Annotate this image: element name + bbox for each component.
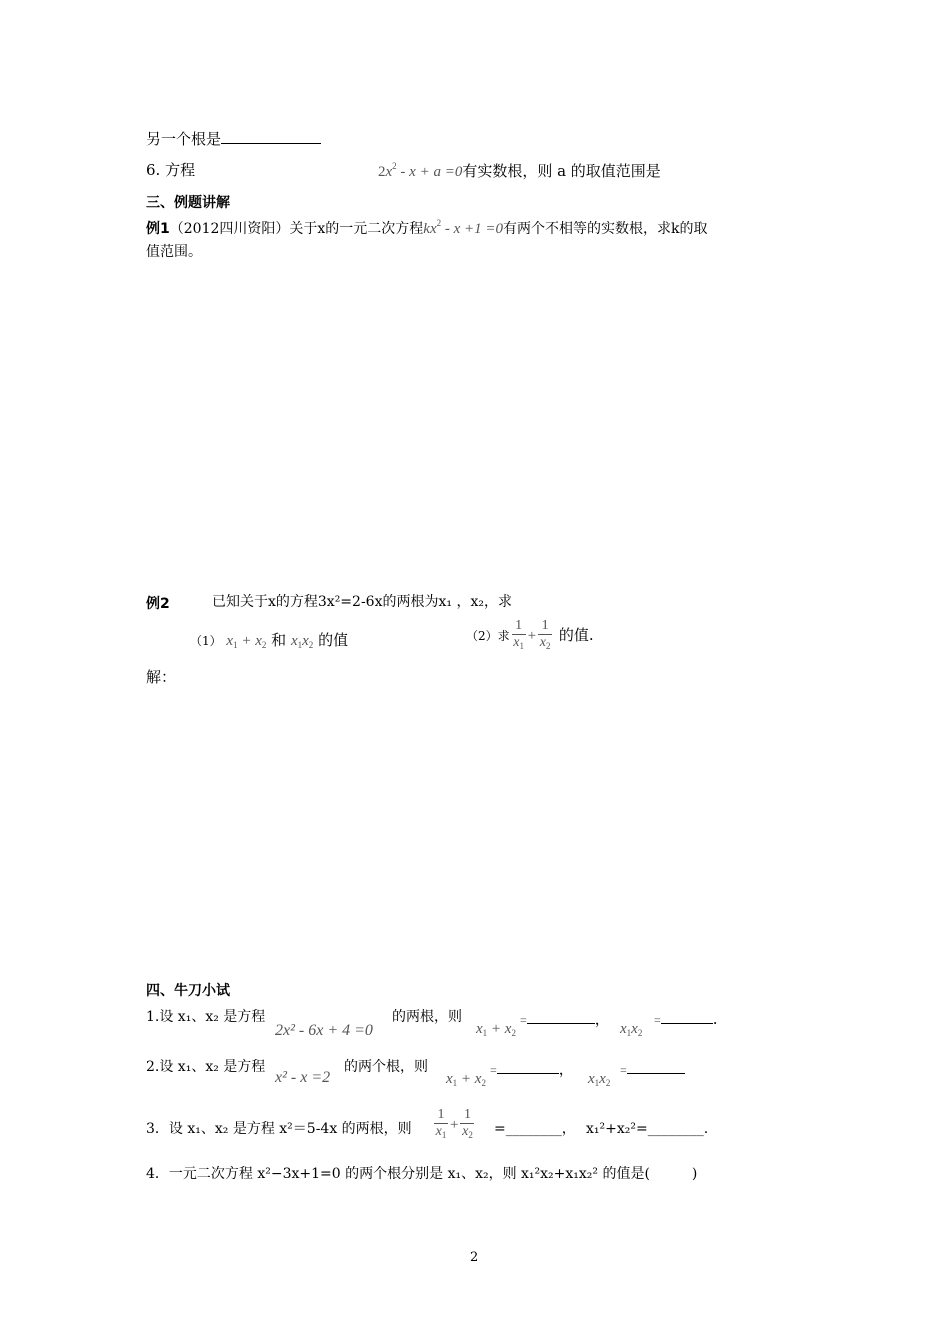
fraction-1-over-x1: $\frac{1}{x_1}$ [513,618,524,651]
q3-prefix: 3．设 x₁、x₂ 是方程 x²＝5-4x 的两根，则 [146,1121,412,1137]
q3-mid: =________， [494,1121,576,1137]
q2-product-answer: = [620,1059,685,1078]
q3-fractions: $\frac{1}{x_1}$ + $\frac{1}{x_2}$ [435,1107,473,1140]
example2-text: 已知关于x的方程3x²=2-6x的两根为x₁ ，x₂，求 [212,594,512,610]
fraction-1-over-x2: $\frac{1}{x_2}$ [539,618,551,651]
example1-label: 例1 [146,221,170,237]
section4-title: 四、牛刀小试 [146,983,230,999]
example2-part1: （1） $x_1 + x_2$ 和 $x_1x_2$ 的值 [190,631,349,650]
q6-equation: $2x^2 - x + a =0$有实数根，则 a 的取值范围是 [378,161,661,180]
q2-sum-answer: = ， [490,1060,574,1078]
example2-part2: （2）求 $\frac{1}{x_1}$ + $\frac{1}{x_2}$ 的值. [466,618,594,654]
q2-mid: 的两个根，则 [344,1059,428,1075]
q3-tail: x₁²+x₂²=________. [586,1121,709,1137]
q2-sum-blank[interactable] [497,1059,559,1074]
q2-product-blank[interactable] [627,1059,685,1074]
other-root-label: 另一个根是 [146,130,222,148]
example2-label: 例2 [146,596,170,612]
solution-label: 解： [146,668,177,686]
q2-prefix: 2.设 x₁、x₂ 是方程 [146,1059,266,1075]
answer-blank[interactable] [221,129,321,144]
q1-product-answer: = . [654,1010,718,1028]
q1-equation: 2x² - 6x + 4 =0 [275,1022,373,1039]
q1-prefix: 1.设 x₁、x₂ 是方程 [146,1009,266,1025]
q4-text: 4．一元二次方程 x²−3x+1=0 的两个根分别是 x₁、x₂，则 x₁²x₂+x₁x₂² 的值是( ) [146,1166,698,1182]
q1-product-blank[interactable] [661,1009,713,1024]
q6-prefix: 6. 方程 [146,161,196,179]
other-root-line [146,129,321,148]
example1-line2: 值范围。 [146,244,202,260]
q6-suffix: 有实数根，则 a 的取值范围是 [462,162,661,180]
q1-sum-blank[interactable] [527,1009,595,1024]
q2-equation: x² - x =2 [275,1069,331,1086]
q2-product: $x_1x_2$ [588,1071,611,1088]
q1-product: $x_1x_2$ [620,1021,643,1038]
q2-sum: $x_1 + x_2$ [446,1071,486,1088]
example1-line1: 例1（2012四川资阳）关于x的一元二次方程$kx^2 - x +1 =0$有两个不相等的实数根，求k的取 [146,218,708,237]
example2-line [146,594,170,613]
q1-mid: 的两根，则 [392,1009,462,1025]
q1-sum-answer: = ， [520,1010,610,1028]
q1-sum: $x_1 + x_2$ [476,1021,516,1038]
section3-title: 三、例题讲解 [146,195,230,211]
page-number: 2 [470,1250,479,1265]
